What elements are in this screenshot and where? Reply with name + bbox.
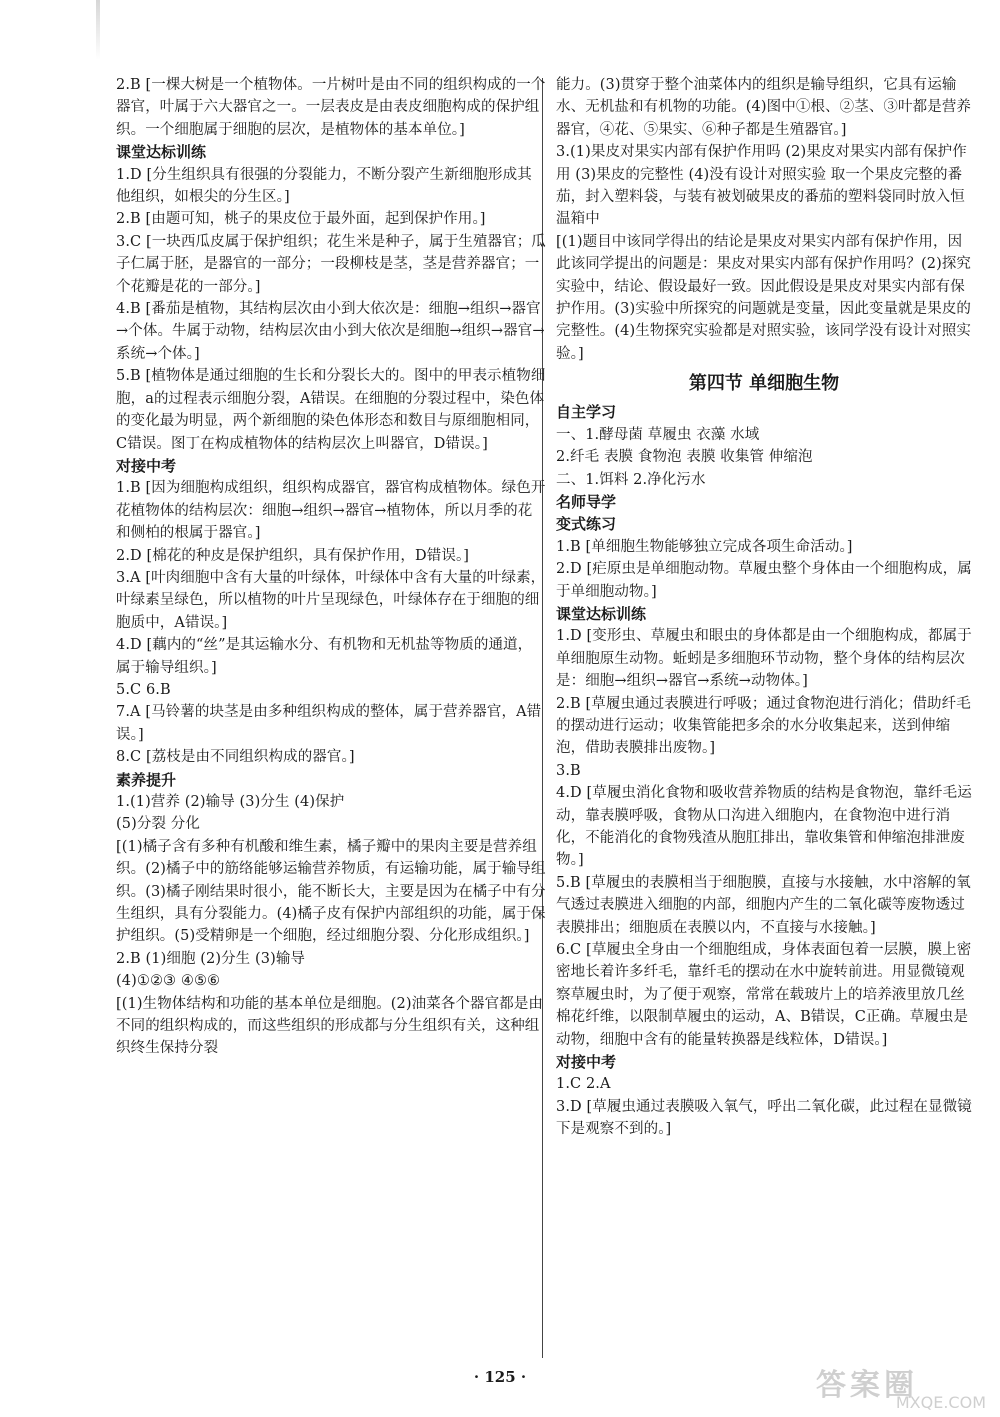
section-heading: 课堂达标训练 xyxy=(116,143,207,162)
answer-text: 1.B [单细胞生物能够独立完成各项生命活动。] 2.D [疟原虫是单细胞动物。草履虫整个身体由一个细胞构成，属于单细胞动物。] xyxy=(556,538,972,600)
watermark-text: 答案圈 xyxy=(816,1368,918,1403)
watermark-logo xyxy=(816,1360,986,1412)
section-title: 第四节 单细胞生物 xyxy=(688,373,840,395)
right-column xyxy=(556,74,972,1141)
answer-text: 一、1.酵母菌 草履虫 衣藻 水域 2.纤毛 表膜 食物泡 表膜 收集管 伸缩泡 二、1.饵料 2.净化污水 xyxy=(556,426,813,488)
answer-text: 1.B [因为细胞构成组织，组织构成器官，器官构成植物体。绿色开花植物体的结构层次：细胞→组织→器官→植物体，所以月季的花和侧柏的根属于器官。] 2.D [棉花的种皮是保护组织，具有保护作用，D错误。] 3.A [叶肉细胞中含有大量的叶绿体，叶绿体中含有大量的叶绿素，叶绿素呈绿色，所以植物的叶片呈现绿色，叶绿体存在于细胞的细胞质中，A错误。] 4.D [藕内的“丝”是其运输水分、有机物和无机盐等物质的通道，属于输导组织。] 5.C 6.B 7.A [马铃薯的块茎是由多种组织构成的整体，属于营养器官，A错误。] 8.C [荔枝是由不同组织构成的器官。] xyxy=(116,480,546,766)
answer-text: 1.C 2.A 3.D [草履虫通过表膜吸入氧气，呼出二氧化碳，此过程在显微镜下是观察不到的。] xyxy=(556,1076,972,1138)
scan-edge xyxy=(96,0,100,60)
answer-text: 1.D [变形虫、草履虫和眼虫的身体都是由一个细胞构成，都属于单细胞原生动物。蚯蚓是多细胞环节动物，整个身体的结构层次是：细胞→组织→器官→系统→动物体。] 2.B [草履虫通过表膜进行呼吸；通过食物泡进行消化；借助纤毛的摆动进行运动；收集管能把多余的水分收集起来，送到伸缩泡，借助表膜排出废物。] 3.B 4.D [草履虫消化食物和吸收营养物质的结构是食物泡，靠纤毛运动，靠表膜呼吸，食物从口沟进入细胞内，在食物泡中进行消化，不能消化的食物残渣从胞肛排出，靠收集管和伸缩泡排泄废物。] 5.B [草履虫的表膜相当于细胞膜，直接与水接触，水中溶解的氧气透过表膜进入细胞的内部，细胞内产生的二氧化碳等废物透过表膜排出；细胞质在表膜以内，不直接与水接触。] 6.C [草履虫全身由一个细胞组成，身体表面包着一层膜，膜上密密地长着许多纤毛，靠纤毛的摆动在水中旋转前进。用显微镜观察草履虫时，为了便于观察，常常在载玻片上的培养液里放几丝棉花纤维，以限制草履虫的运动，A、B错误，C正确。草履虫是动物，细胞中含有的能量转换器是线粒体，D错误。] xyxy=(556,628,972,1048)
answer-text: 1.(1)营养 (2)输导 (3)分生 (4)保护 (5)分裂 分化 [(1)橘子含有多种有机酸和维生素，橘子瓣中的果肉主要是营养组织。(2)橘子中的筋络能够运输营养物质，有运输功能，属于输导组织。(3)橘子刚结果时很小，能不断长大，主要是因为在橘子中有分生组织，具有分裂能力。(4)橘子皮有保护内部组织的功能，属于保护组织。(5)受精卵是一个细胞，经过细胞分裂、分化形成组织。] 2.B (1)细胞 (2)分生 (3)输导 (4)①②③ ④⑤⑥ [(1)生物体结构和功能的基本单位是细胞。(2)油菜各个器官都是由不同的组织构成的，而这些组织的形成都与分生组织有关，这种组织终生保持分裂 xyxy=(116,794,546,1057)
answer-text: 能力。(3)贯穿于整个油菜体内的组织是输导组织，它具有运输水、无机盐和有机物的功能。(4)图中①根、②茎、③叶都是营养器官，④花、⑤果实、⑥种子都是生殖器官。] 3.(1)果皮对果实内部有保护作用吗 (2)果皮对果实内部有保护作用 (3)果皮的完整性 (4)没有设计对照实验 取一个果皮完整的番茄，封入塑料袋，与装有被划破果皮的番茄的塑料袋同时放入恒温箱中 [(1)题目中该同学得出的结论是果皮对果实内部有保护作用，因此该同学提出的问题是：果皮对果实内部有保护作用吗？(2)探究实验中，结论、假设最好一致。因此假设是果皮对果实内部有保护作用。(3)实验中所探究的问题就是变量，因此变量就是果皮的完整性。(4)生物探究实验都是对照实验，该同学没有设计对照实验。] xyxy=(556,77,972,362)
section-heading: 名师导学 xyxy=(556,492,617,511)
section-heading: 变式练习 xyxy=(556,515,617,534)
watermark-url: MXQE.COM xyxy=(895,1393,986,1412)
section-heading: 对接中考 xyxy=(116,456,177,475)
answer-text: 2.B [一棵大树是一个植物体。一片树叶是由不同的组织构成的一个器官，叶属于六大器官之一。一层表皮是由表皮细胞构成的保护组织。一个细胞属于细胞的层次，是植物体的基本单位。] xyxy=(116,77,546,138)
section-heading: 课堂达标训练 xyxy=(556,604,647,623)
page-number: · 125 · xyxy=(473,1368,527,1386)
section-heading: 对接中考 xyxy=(556,1053,617,1072)
left-column xyxy=(116,74,546,1060)
section-heading: 素养提升 xyxy=(116,770,177,789)
answer-text: 1.D [分生组织具有很强的分裂能力，不断分裂产生新细胞形成其他组织，如根尖的分生区。] 2.B [由题可知，桃子的果皮位于最外面，起到保护作用。] 3.C [一块西瓜皮属于保护组织；花生米是种子，属于生殖器官；瓜子仁属于胚，是器官的一部分；一段柳枝是茎，茎是营养器官；一个花瓣是花的一部分。] 4.B [番茄是植物，其结构层次由小到大依次是：细胞→组织→器官→个体。牛属于动物，结构层次由小到大依次是细胞→组织→器官→系统→个体。] 5.B [植物体是通过细胞的生长和分裂长大的。图中的甲表示植物细胞，a的过程表示细胞分裂，A错误。在细胞的分裂过程中，染色体的变化最为明显，两个新细胞的染色体形态和数目与原细胞相同，C错误。图丁在构成植物体的结构层次上叫器官，D错误。] xyxy=(116,166,546,452)
section-heading: 自主学习 xyxy=(556,403,617,422)
